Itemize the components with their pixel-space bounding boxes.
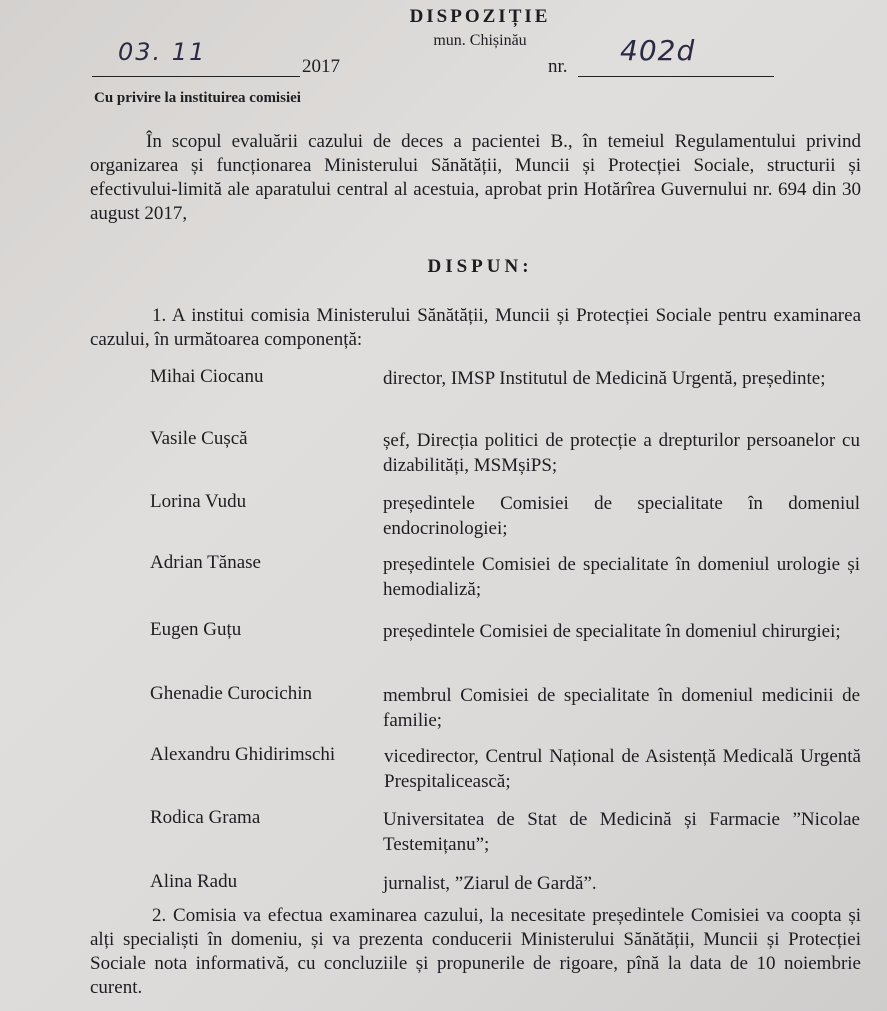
member-role: șef, Direcția politici de protecție a drepturilor persoanelor cu dizabilități, MSMșiPS; [383,430,860,476]
member-role: director, IMSP Institutul de Medicină Urgentă, președinte; [383,368,826,389]
member-name: Alina Radu [150,871,238,892]
member-name: Mihai Ciocanu [150,366,264,387]
member-role: președintele Comisiei de specialitate în domeniul chirurgiei; [383,621,841,642]
member-role: vicedirector, Centrul Național de Asistență Medicală Urgentă Prespitalicească; [384,746,861,792]
member-name: Lorina Vudu [150,491,247,512]
member-name: Ghenadie Curocichin [150,683,312,704]
preamble-paragraph [90,130,861,226]
item-2-paragraph [90,904,861,1000]
dispun-heading: DISPUN: [427,256,533,277]
item-2-text: 2. Comisia va efectua examinarea cazului, la necesitate președintele Comisiei va coopta și alți specialiști în domeniu, și va prezenta conducerii Ministerului Sănătății, Muncii și Protecției Sociale nota informativă, cu concluziile și propunerile de rigoare, pînă la data de 10 noiembrie curent. [90,905,861,998]
member-name: Rodica Grama [150,807,261,828]
handwritten-date: 03. 11 [118,38,207,66]
item-1-text: 1. A institui comisia Ministerului Sănătății, Muncii și Protecției Sociale pentru examinarea cazului, în următoarea componență: [90,305,861,350]
member-name: Vasile Cușcă [150,428,248,449]
number-label: nr. [548,56,568,77]
document-city: mun. Chișinău [433,32,527,49]
member-name: Alexandru Ghidirimschi [150,744,336,765]
member-role: președintele Comisiei de specialitate în domeniul endocrinologiei; [383,493,860,539]
item-1-paragraph [90,304,861,352]
member-name: Adrian Tănase [150,552,261,573]
member-role: jurnalist, ”Ziarul de Gardă”. [383,873,597,894]
document-title: DISPOZIȚIE [409,6,551,27]
document-subject: Cu privire la instituirea comisiei [94,90,301,106]
preamble-text: În scopul evaluării cazului de deces a pacientei B., în temeiul Regulamentului privind organizarea și funcționarea Ministerului Sănătății, Muncii și Protecției Sociale, structurii și efectivului-limită ale aparatului central al acestuia, aprobat prin Hotărîrea Guvernului nr. 694 din 30 august 2017, [90,131,861,224]
document-year: 2017 [302,56,340,77]
handwritten-number: 402d [620,34,696,67]
member-role: președintele Comisiei de specialitate în domeniul urologie și hemodializă; [383,554,860,600]
member-role: membrul Comisiei de specialitate în domeniul medicinii de familie; [383,685,860,731]
member-name: Eugen Guțu [150,619,242,640]
member-role: Universitatea de Stat de Medicină și Farmacie ”Nicolae Testemițanu”; [383,809,860,855]
